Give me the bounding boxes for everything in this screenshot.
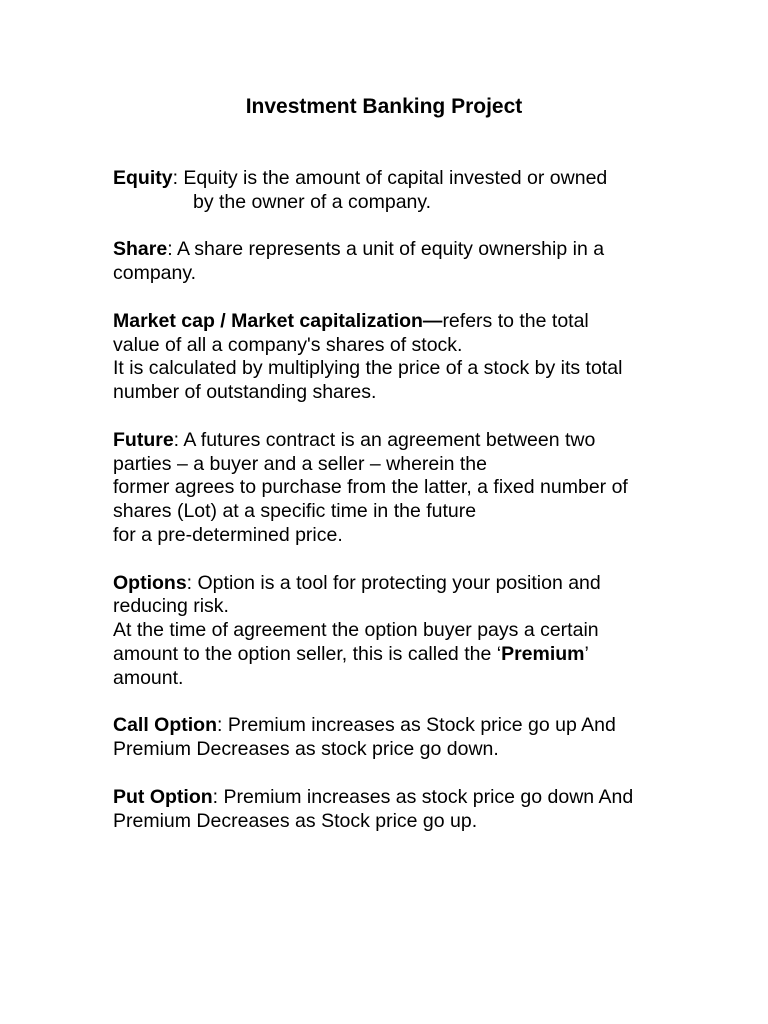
- market-cap-text-1: refers to the total: [442, 309, 589, 332]
- options-term: Options: [113, 571, 187, 594]
- page-title: Investment Banking Project: [245, 95, 523, 118]
- market-cap-line-4: number of outstanding shares.: [113, 381, 377, 404]
- options-line-4: [113, 643, 673, 667]
- share-term: Share: [113, 238, 168, 261]
- document-body: [113, 167, 673, 857]
- share-line-1: [113, 238, 673, 262]
- put-option-line-1: [113, 786, 673, 810]
- equity-definition: [113, 167, 673, 215]
- premium-term: Premium: [501, 642, 585, 665]
- options-definition: [113, 572, 673, 691]
- options-text-4-post: ’: [584, 642, 589, 665]
- put-option-text-1: : Premium increases as stock price go down And: [212, 785, 634, 808]
- equity-line-2: by the owner of a company.: [193, 190, 432, 213]
- call-option-definition: [113, 714, 673, 762]
- equity-term: Equity: [113, 167, 173, 189]
- put-option-term: Put Option: [113, 785, 213, 808]
- future-line-1: [113, 429, 673, 453]
- market-cap-line-1: [113, 310, 673, 334]
- put-option-definition: [113, 786, 673, 834]
- call-option-text-1: : Premium increases as Stock price go up And: [217, 714, 616, 737]
- options-text-1: : Option is a tool for protecting your position and: [186, 571, 601, 594]
- options-line-5: amount.: [113, 666, 184, 689]
- future-text-1: : A futures contract is an agreement between two: [173, 428, 596, 451]
- call-option-line-2: Premium Decreases as stock price go down.: [113, 738, 499, 761]
- future-line-4: shares (Lot) at a specific time in the future: [113, 500, 477, 523]
- future-definition: [113, 429, 673, 548]
- market-cap-line-2: value of all a company's shares of stock.: [113, 333, 463, 356]
- future-line-5: for a pre-determined price.: [113, 523, 343, 546]
- equity-line-1: [113, 167, 673, 191]
- share-text-1: : A share represents a unit of equity ownership in a: [167, 238, 605, 261]
- equity-text-1: : Equity is the amount of capital invested or owned: [172, 167, 608, 189]
- options-line-3: At the time of agreement the option buyer pays a certain: [113, 619, 599, 642]
- options-line-2: reducing risk.: [113, 595, 229, 618]
- options-text-4-pre: amount to the option seller, this is called the ‘: [113, 642, 502, 665]
- market-cap-definition: [113, 310, 673, 405]
- share-line-2: company.: [113, 262, 197, 285]
- future-line-2: parties – a buyer and a seller – wherein the: [113, 452, 487, 475]
- call-option-line-1: [113, 714, 673, 738]
- market-cap-term: Market cap / Market capitalization—: [113, 309, 443, 332]
- future-term: Future: [113, 428, 174, 451]
- options-line-1: [113, 572, 673, 596]
- call-option-term: Call Option: [113, 714, 217, 737]
- put-option-line-2: Premium Decreases as Stock price go up.: [113, 809, 478, 832]
- market-cap-line-3: It is calculated by multiplying the price of a stock by its total: [113, 357, 623, 380]
- share-definition: [113, 238, 673, 286]
- future-line-3: former agrees to purchase from the latter, a fixed number of: [113, 476, 628, 499]
